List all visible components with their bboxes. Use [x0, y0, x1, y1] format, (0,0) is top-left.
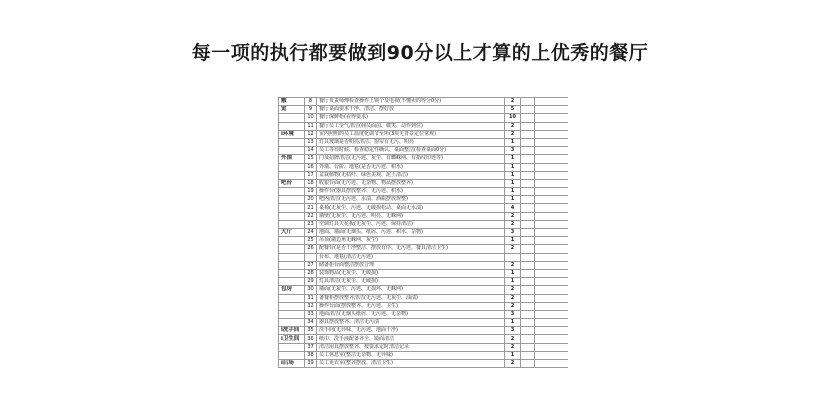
blank-cell — [535, 188, 569, 196]
category-cell — [279, 245, 305, 253]
item-number-cell — [305, 253, 317, 261]
item-description-cell: 室内照明的员工温度化调节至所(3块无背景定位常规) — [317, 130, 505, 138]
table-row — [279, 163, 569, 171]
score-cell: 2 — [505, 130, 521, 138]
blank-cell — [521, 155, 535, 163]
blank-cell — [521, 188, 535, 196]
table-row — [279, 286, 569, 294]
item-number-cell: 20 — [305, 196, 317, 204]
category-cell: 觉 — [279, 106, 305, 114]
blank-cell — [521, 130, 535, 138]
score-cell: 10 — [505, 114, 521, 122]
blank-cell — [535, 351, 569, 359]
blank-cell — [521, 114, 535, 122]
table-row — [279, 278, 569, 286]
category-cell — [279, 294, 305, 302]
item-description-cell: 操作台面(摆放整齐、无污迹、卫生) — [317, 302, 505, 310]
table-row — [279, 319, 569, 327]
blank-cell — [521, 106, 535, 114]
score-cell: 4 — [505, 204, 521, 212]
item-number-cell: 37 — [305, 343, 317, 351]
table-row — [279, 261, 569, 269]
blank-cell — [521, 278, 535, 286]
table-row — [279, 360, 569, 368]
score-cell: 2 — [505, 360, 521, 368]
item-description-cell: 储备柜台面整洁摆放合理 — [317, 261, 505, 269]
table-row — [279, 335, 569, 343]
item-number-cell: 9 — [305, 106, 317, 114]
item-description-cell: 地面、墙面(无烟头、纸屑、污迹、积水、杂物) — [317, 229, 505, 237]
category-cell — [279, 237, 305, 245]
item-number-cell: 8 — [305, 98, 317, 106]
item-description-cell: 员工休息室(整洁无杂物、无异味) — [317, 351, 505, 359]
score-cell: 1 — [505, 269, 521, 277]
item-number-cell: 26 — [305, 245, 317, 253]
category-cell — [279, 302, 305, 310]
category-cell — [279, 278, 305, 286]
blank-cell — [535, 327, 569, 335]
blank-cell — [535, 171, 569, 179]
blank-cell — [521, 163, 535, 171]
category-cell — [279, 188, 305, 196]
table-row — [279, 269, 569, 277]
score-cell: 2 — [505, 245, 521, 253]
category-cell — [279, 269, 305, 277]
blank-cell — [535, 114, 569, 122]
blank-cell — [521, 319, 535, 327]
table-row — [279, 204, 569, 212]
category-cell — [279, 138, 305, 146]
item-description-cell: 纸巾、洗手液配备齐全、镜面清洁 — [317, 335, 505, 343]
table-row — [279, 171, 569, 179]
score-table — [278, 97, 568, 368]
blank-cell — [535, 343, 569, 351]
table-row — [279, 220, 569, 228]
item-number-cell: 35 — [305, 327, 317, 335]
score-cell — [505, 253, 521, 261]
category-cell: 外围 — [279, 155, 305, 163]
score-cell: 1 — [505, 196, 521, 204]
blank-cell — [521, 179, 535, 187]
blank-cell — [535, 163, 569, 171]
item-number-cell: 17 — [305, 171, 317, 179]
blank-cell — [521, 196, 535, 204]
item-description-cell: 收银台面(无污迹、无杂物、物品摆放整齐) — [317, 179, 505, 187]
table-row — [279, 98, 569, 106]
blank-cell — [521, 212, 535, 220]
blank-cell — [535, 229, 569, 237]
category-cell — [279, 196, 305, 204]
category-cell — [279, 147, 305, 155]
category-cell — [279, 310, 305, 318]
blank-cell — [535, 212, 569, 220]
item-description-cell: 吧内清洁(无污迹、水渍、酒瓶摆放规整) — [317, 196, 505, 204]
item-description-cell: 门及招牌清洁(无污迹、灰尘、有蜘蛛网、有指纹印迹等) — [317, 155, 505, 163]
item-number-cell: 31 — [305, 294, 317, 302]
blank-cell — [535, 220, 569, 228]
scanned-score-sheet — [278, 97, 568, 419]
score-cell: 2 — [505, 212, 521, 220]
blank-cell — [535, 360, 569, 368]
score-cell: 2 — [505, 98, 521, 106]
item-number-cell: 22 — [305, 212, 317, 220]
item-description-cell: 餐厅负责师傅检查操作上锁个及电视(不懂卖的得分0分) — [317, 98, 505, 106]
blank-cell — [535, 98, 569, 106]
blank-cell — [535, 147, 569, 155]
table-row — [279, 229, 569, 237]
item-description-cell: 备餐柜摆放整齐清洁(无污迹、无灰尘、油渍) — [317, 294, 505, 302]
score-cell: 3 — [505, 310, 521, 318]
blank-cell — [521, 147, 535, 155]
table-row — [279, 212, 569, 220]
category-cell — [279, 319, 305, 327]
item-description-cell: 装饰物品(无灰尘、无破损) — [317, 269, 505, 277]
item-number-cell: 12 — [305, 130, 317, 138]
score-cell: 5 — [505, 106, 521, 114]
score-cell: 1 — [505, 351, 521, 359]
blank-cell — [521, 294, 535, 302]
blank-cell — [535, 245, 569, 253]
blank-cell — [521, 343, 535, 351]
blank-cell — [521, 269, 535, 277]
item-number-cell: 32 — [305, 302, 317, 310]
category-cell — [279, 220, 305, 228]
item-description-cell: 洗手间(无异味、无污迹、地面干净) — [317, 327, 505, 335]
blank-cell — [521, 171, 535, 179]
blank-cell — [521, 302, 535, 310]
item-number-cell: 28 — [305, 269, 317, 277]
table-row — [279, 122, 569, 130]
blank-cell — [521, 237, 535, 245]
score-cell: 1 — [505, 155, 521, 163]
blank-cell — [521, 98, 535, 106]
item-number-cell: 15 — [305, 155, 317, 163]
item-number-cell: 16 — [305, 163, 317, 171]
score-cell: 2 — [505, 122, 521, 130]
table-row — [279, 196, 569, 204]
item-number-cell: 34 — [305, 319, 317, 327]
blank-cell — [535, 319, 569, 327]
item-number-cell: 25 — [305, 237, 317, 245]
blank-cell — [521, 335, 535, 343]
item-description-cell: 外墙、台阶、地毯(是否无污迹、积水) — [317, 163, 505, 171]
blank-cell — [535, 253, 569, 261]
table-row — [279, 351, 569, 359]
table-row — [279, 237, 569, 245]
category-cell — [279, 114, 305, 122]
item-description-cell: 员工等待时候、检查稳定性确认、桌面整洁(检查桌面0分) — [317, 147, 505, 155]
blank-cell — [521, 245, 535, 253]
item-number-cell: 23 — [305, 220, 317, 228]
score-cell: 2 — [505, 286, 521, 294]
category-cell: 包房 — [279, 286, 305, 294]
category-cell — [279, 261, 305, 269]
category-cell: 触 — [279, 98, 305, 106]
item-description-cell: 灯具清洁(无灰尘、无破损) — [317, 278, 505, 286]
score-cell: 2 — [505, 220, 521, 228]
item-number-cell: 33 — [305, 310, 317, 318]
score-cell: 2 — [505, 302, 521, 310]
table-row — [279, 294, 569, 302]
blank-cell — [535, 196, 569, 204]
table-row — [279, 343, 569, 351]
blank-cell — [535, 261, 569, 269]
item-number-cell: 27 — [305, 261, 317, 269]
category-cell — [279, 163, 305, 171]
category-cell: i洗手间 — [279, 327, 305, 335]
item-description-cell: 器具摆放整齐、清洁无污渍 — [317, 319, 505, 327]
item-description-cell: 盆栽植物(无枯叶、绿色美观、泥土清洁) — [317, 171, 505, 179]
blank-cell — [521, 261, 535, 269]
blank-cell — [521, 351, 535, 359]
blank-cell — [521, 327, 535, 335]
score-cell: 1 — [505, 319, 521, 327]
blank-cell — [535, 179, 569, 187]
blank-cell — [521, 253, 535, 261]
blank-cell — [535, 106, 569, 114]
category-cell — [279, 253, 305, 261]
category-cell — [279, 212, 305, 220]
item-description-cell: 地面清洁(无烟头纸屑、无污迹、无杂物) — [317, 310, 505, 318]
score-cell: 1 — [505, 237, 521, 245]
score-cell: 2 — [505, 335, 521, 343]
table-row — [279, 188, 569, 196]
table-row — [279, 302, 569, 310]
score-cell: 1 — [505, 179, 521, 187]
item-number-cell: 11 — [305, 122, 317, 130]
category-cell — [279, 122, 305, 130]
category-cell: 吧台 — [279, 179, 305, 187]
blank-cell — [521, 229, 535, 237]
table-row — [279, 310, 569, 318]
blank-cell — [521, 122, 535, 130]
category-cell: 大厅 — [279, 229, 305, 237]
blank-cell — [535, 122, 569, 130]
page-headline: 每一项的执行都要做到90分以上才算的上优秀的餐厅 — [191, 42, 649, 64]
category-cell — [279, 351, 305, 359]
item-number-cell: 18 — [305, 179, 317, 187]
blank-cell — [521, 286, 535, 294]
item-number-cell: 36 — [305, 335, 317, 343]
table-row — [279, 327, 569, 335]
item-number-cell: 19 — [305, 188, 317, 196]
score-cell: 2 — [505, 261, 521, 269]
table-row — [279, 130, 569, 138]
category-cell: i后场 — [279, 360, 305, 368]
item-number-cell: 29 — [305, 278, 317, 286]
blank-cell — [535, 155, 569, 163]
item-number-cell: 39 — [305, 360, 317, 368]
item-number-cell: 30 — [305, 286, 317, 294]
item-description-cell: 墙壁(无灰尘、无污迹、明亮、无蛛网) — [317, 212, 505, 220]
score-cell: 1 — [505, 138, 521, 146]
table-row — [279, 138, 569, 146]
table-row — [279, 147, 569, 155]
blank-cell — [521, 360, 535, 368]
score-cell: 3 — [505, 147, 521, 155]
item-number-cell: 13 — [305, 138, 317, 146]
table-row — [279, 155, 569, 163]
item-description-cell: 员工更衣室(整齐摆放、清洁卫生) — [317, 360, 505, 368]
blank-cell — [535, 237, 569, 245]
blank-cell — [535, 335, 569, 343]
table-row — [279, 106, 569, 114]
item-description-cell: 餐厅桌面要求干净、清洁、摆好放 — [317, 106, 505, 114]
blank-cell — [535, 310, 569, 318]
table-row — [279, 114, 569, 122]
blank-cell — [535, 138, 569, 146]
item-number-cell: 24 — [305, 229, 317, 237]
score-cell: 2 — [505, 343, 521, 351]
item-description-cell: 墙面(无灰尘、污迹、无损坏、无蛛网) — [317, 286, 505, 294]
item-number-cell: 14 — [305, 147, 317, 155]
item-description-cell: 清洁用具摆放整齐、按要求定时清洁记录 — [317, 343, 505, 351]
item-number-cell: 21 — [305, 204, 317, 212]
item-description-cell: 桌椅(无灰尘、污迹、无破损松动、桌面无水渍) — [317, 204, 505, 212]
score-table-body — [279, 98, 569, 368]
table-row — [279, 179, 569, 187]
score-cell: 1 — [505, 278, 521, 286]
blank-cell — [535, 269, 569, 277]
category-cell — [279, 204, 305, 212]
category-cell — [279, 343, 305, 351]
item-description-cell: 灯具玻璃是否明亮清洁、窗帘有无污、明亮 — [317, 138, 505, 146]
blank-cell — [535, 204, 569, 212]
score-cell: 1 — [505, 188, 521, 196]
blank-cell — [535, 130, 569, 138]
score-cell: 1 — [505, 163, 521, 171]
item-description-cell: 餐厅保鲜柜(看得要求) — [317, 114, 505, 122]
blank-cell — [521, 204, 535, 212]
item-number-cell: 10 — [305, 114, 317, 122]
blank-cell — [521, 138, 535, 146]
item-description-cell: 配餐台(是否干净整洁、摆放有序、无污迹、餐具清洁卫生) — [317, 245, 505, 253]
item-description-cell: 操作台(器具摆放整齐、无污迹、积水) — [317, 188, 505, 196]
blank-cell — [521, 310, 535, 318]
item-description-cell: 空调灯具天花板(无灰尘、污迹、保持清洁) — [317, 220, 505, 228]
item-number-cell: 38 — [305, 351, 317, 359]
score-cell: 3 — [505, 327, 521, 335]
table-row — [279, 245, 569, 253]
blank-cell — [535, 286, 569, 294]
blank-cell — [521, 220, 535, 228]
score-cell: 3 — [505, 229, 521, 237]
item-description-cell: 台布、地毯(清洁无污迹) — [317, 253, 505, 261]
category-cell — [279, 171, 305, 179]
score-cell: 1 — [505, 171, 521, 179]
blank-cell — [535, 294, 569, 302]
score-cell: 2 — [505, 294, 521, 302]
item-description-cell: 吊顶(墙边角无蛛网、灰尘) — [317, 237, 505, 245]
blank-cell — [535, 278, 569, 286]
category-cell: i卫生间 — [279, 335, 305, 343]
category-cell: i环境 — [279, 130, 305, 138]
item-description-cell: 餐厅员工全气清洁(佣员面前、微笑、动作到位) — [317, 122, 505, 130]
blank-cell — [535, 302, 569, 310]
table-row — [279, 253, 569, 261]
